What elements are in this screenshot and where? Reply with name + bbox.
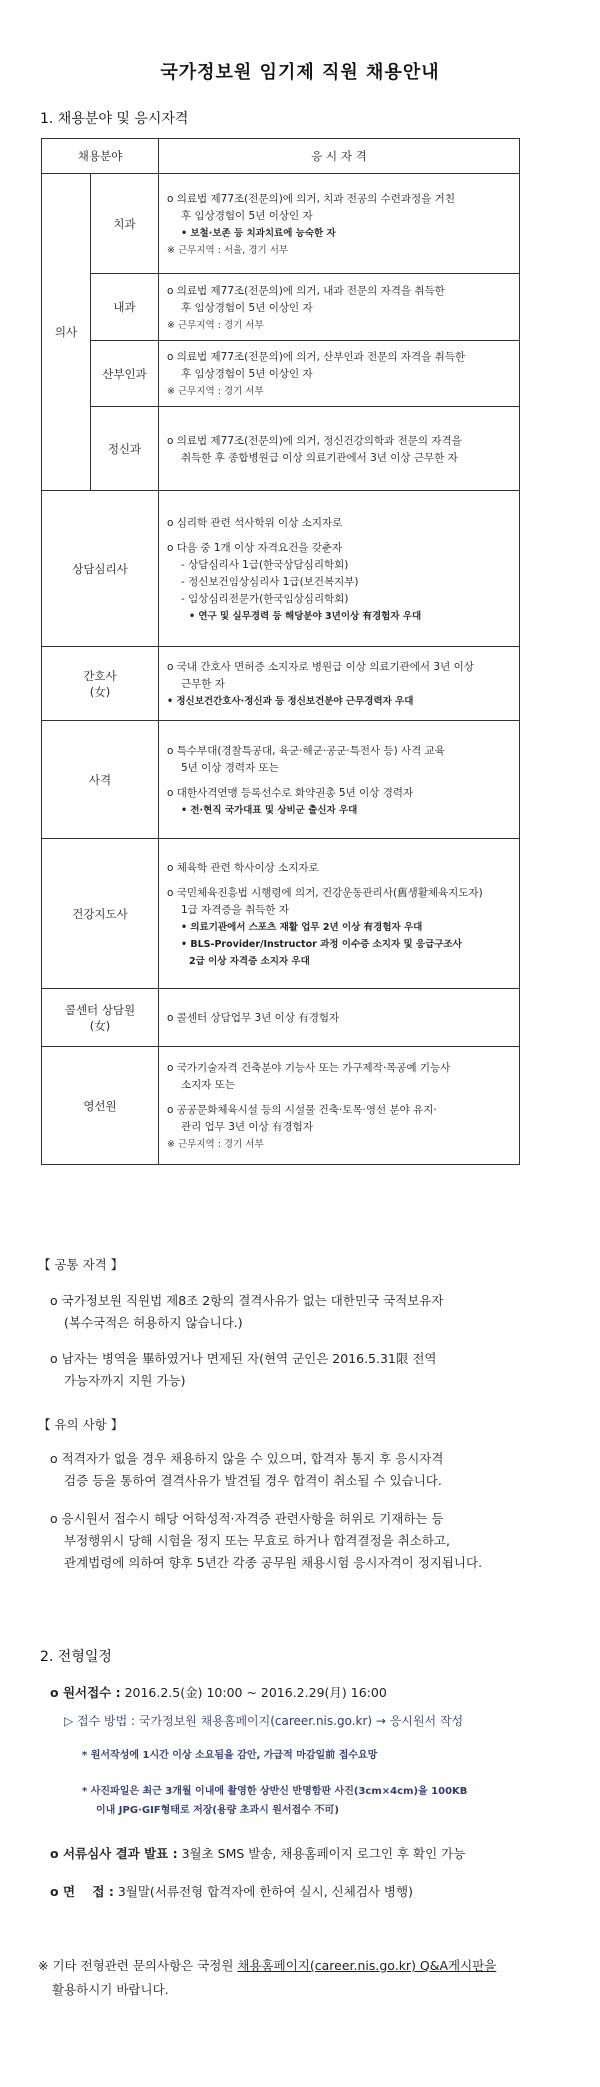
table-header-row bbox=[42, 139, 520, 174]
category-sublabel: (女) bbox=[89, 1018, 111, 1033]
text-line: o 대한사격연맹 등록선수로 화약권총 5년 이상 경력자 bbox=[167, 786, 414, 799]
text-line: o 공공문화체육시설 등의 시설물 건축·토목·영선 분야 유지· bbox=[167, 1104, 437, 1116]
preference-note: • 연구 및 실무경력 등 해당분야 3년이상 有경험자 우대 bbox=[189, 610, 422, 622]
text-line: 부정행위시 당해 시험을 정지 또는 무효로 하거나 합격결정을 취소하고, bbox=[64, 1533, 450, 1548]
table-row-dental bbox=[42, 174, 520, 274]
qual-counselor bbox=[159, 491, 520, 647]
text-line: 관리 업무 3년 이상 有경험자 bbox=[181, 1121, 313, 1133]
text-line: o 체육학 관련 학사이상 소지자로 bbox=[167, 861, 319, 874]
text-line: o 적격자가 없을 경우 채용하지 않을 수 있으며, 합격자 통지 후 응시자격 bbox=[50, 1451, 444, 1466]
notice-item-2 bbox=[50, 1508, 530, 1574]
document-label: o 서류심사 결과 발표 : bbox=[50, 1846, 178, 1861]
preference-note: 2급 이상 자격증 소지자 우대 bbox=[189, 955, 310, 967]
list-item: - 임상심리전문가(한국임상심리학회) bbox=[181, 592, 349, 605]
category-shooting: 사격 bbox=[42, 721, 159, 839]
qual-maintenance bbox=[159, 1047, 520, 1165]
text-line: 후 임상경험이 5년 이상인 자 bbox=[181, 301, 313, 314]
apply-method: ▷ 접수 방법 : 국가정보원 채용홈페이지(career.nis.go.kr) → 응시원서 작성 bbox=[64, 1714, 464, 1728]
footer-text: ※ 기타 전형관련 문의사항은 국정원 bbox=[38, 1958, 238, 1973]
text-line: o 남자는 병역을 畢하였거나 면제된 자(현역 군인은 2016.5.31限 전역 bbox=[50, 1351, 437, 1366]
work-region: ※ 근무지역 : 경기 서부 bbox=[167, 319, 264, 331]
text-line: o 국가정보원 직원법 제8조 2항의 결격사유가 없는 대한민국 국적보유자 bbox=[50, 1293, 444, 1308]
section2-heading: 2. 전형일정 bbox=[40, 1649, 112, 1665]
qual-callcenter bbox=[159, 989, 520, 1047]
qual-obgyn bbox=[159, 341, 520, 407]
text-line: 소지자 또는 bbox=[181, 1079, 236, 1091]
text-line: 5년 이상 경력자 또는 bbox=[181, 761, 279, 774]
apply-value: 2016.2.5(金) 10:00 ~ 2016.2.29(月) 16:00 bbox=[120, 1685, 387, 1700]
text-line: o 국내 간호사 면허증 소지자로 병원급 이상 의료기관에서 3년 이상 bbox=[167, 661, 474, 673]
interview bbox=[50, 1882, 413, 1900]
category-label: 간호사 bbox=[83, 668, 117, 683]
text-line: o 심리학 관련 석사학위 이상 소지자로 bbox=[167, 516, 343, 529]
page-title: 국가정보원 임기제 직원 채용안내 bbox=[160, 62, 440, 83]
notice-heading: 【 유의 사항 】 bbox=[38, 1417, 124, 1432]
text-line: o 국가기술자격 건축분야 기능사 또는 가구제작·목공예 기능사 bbox=[167, 1062, 451, 1074]
table-row-obgyn bbox=[42, 341, 520, 407]
category-fitness: 건강지도사 bbox=[42, 839, 159, 989]
table-row-psych bbox=[42, 407, 520, 491]
preference-note: • 전·현직 국가대표 및 상비군 출신자 우대 bbox=[181, 804, 358, 816]
table-row-maintenance bbox=[42, 1047, 520, 1165]
category-doctor: 의사 bbox=[42, 174, 91, 491]
common-heading: 【 공통 자격 】 bbox=[38, 1257, 124, 1272]
text-line: o 의료법 제77조(전문의)에 의거, 치과 전공의 수련과정을 거친 bbox=[167, 192, 455, 205]
document-result bbox=[50, 1844, 465, 1862]
text-line: o 의료법 제77조(전문의)에 의거, 내과 전문의 자격을 취득한 bbox=[167, 284, 445, 297]
header-field: 채용분야 bbox=[42, 139, 159, 174]
list-item: - 정신보건임상심리사 1급(보건복지부) bbox=[181, 575, 359, 588]
preference-note: • 보철·보존 등 치과치료에 능숙한 자 bbox=[181, 227, 336, 239]
text-line: * 사진파일은 최근 3개월 이내에 촬영한 상반신 반명함판 사진(3cm×4cm)을 100KB bbox=[82, 1786, 468, 1797]
category-sublabel: (女) bbox=[89, 684, 111, 699]
apply-note-2 bbox=[82, 1782, 522, 1820]
category-dental: 치과 bbox=[91, 174, 159, 274]
qual-nurse bbox=[159, 647, 520, 721]
list-item: - 상담심리사 1급(한국상담심리학회) bbox=[181, 558, 349, 571]
text-line: 후 임상경험이 5년 이상인 자 bbox=[181, 368, 313, 380]
document-value: 3월초 SMS 발송, 채용홈페이지 로그인 후 확인 가능 bbox=[177, 1846, 466, 1861]
section1-heading: 1. 채용분야 및 응시자격 bbox=[40, 111, 189, 127]
work-region: ※ 근무지역 : 서울, 경기 서부 bbox=[167, 244, 289, 256]
interview-label: o 면 접 : bbox=[50, 1884, 114, 1899]
footer-link[interactable]: 채용홈페이지(career.nis.go.kr) Q&A게시판을 bbox=[237, 1958, 497, 1973]
footer-line2: 활용하시기 바랍니다. bbox=[52, 1982, 169, 1997]
text-line: 후 임상경험이 5년 이상인 자 bbox=[181, 209, 313, 222]
text-line: 1급 자격증을 취득한 자 bbox=[181, 903, 289, 916]
work-region: ※ 근무지역 : 경기 서부 bbox=[167, 386, 264, 397]
text-line: 검증 등을 통하여 결격사유가 발견될 경우 합격이 취소될 수 있습니다. bbox=[64, 1473, 442, 1488]
text-line: 근무한 자 bbox=[181, 678, 225, 690]
apply-note-1: * 원서작성에 1시간 이상 소요됨을 감안, 가급적 마감일前 접수요망 bbox=[82, 1750, 378, 1761]
qual-shooting bbox=[159, 721, 520, 839]
category-maintenance: 영선원 bbox=[42, 1047, 159, 1165]
work-region: ※ 근무지역 : 경기 서부 bbox=[167, 1139, 264, 1150]
category-label: 콜센터 상담원 bbox=[64, 1002, 136, 1017]
text-line: o 특수부대(경찰특공대, 육군·해군·공군·특전사 등) 사격 교육 bbox=[167, 744, 445, 757]
header-qualification: 응 시 자 격 bbox=[159, 139, 520, 174]
text-line: o 다음 중 1개 이상 자격요건을 갖춘자 bbox=[167, 541, 343, 554]
text-line: o 의료법 제77조(전문의)에 의거, 정신건강의학과 전문의 자격을 bbox=[167, 434, 462, 447]
preference-note: • 정신보건간호사·정신과 등 정신보건분야 근무경력자 우대 bbox=[167, 696, 414, 707]
category-callcenter bbox=[42, 989, 159, 1047]
category-counselor: 상담심리사 bbox=[42, 491, 159, 647]
table-row-internal bbox=[42, 274, 520, 341]
apply-label: o 원서접수 : bbox=[50, 1685, 121, 1700]
apply-period bbox=[50, 1683, 387, 1701]
text-line: 이내 JPG·GIF형태로 저장(용량 초과시 원서접수 不可) bbox=[96, 1805, 339, 1816]
text-line: 가능자까지 지원 가능) bbox=[64, 1373, 186, 1388]
text-line: o 응시원서 접수시 해당 어학성적·자격증 관련사항을 허위로 기재하는 등 bbox=[50, 1511, 444, 1526]
table-row-fitness bbox=[42, 839, 520, 989]
text-line: o 국민체육진흥법 시행령에 의거, 건강운동관리사(舊생활체육지도자) bbox=[167, 886, 483, 899]
preference-note: • 의료기관에서 스포츠 재활 업무 2년 이상 有경험자 우대 bbox=[181, 921, 423, 933]
category-psych: 정신과 bbox=[91, 407, 159, 491]
qual-internal bbox=[159, 274, 520, 341]
text-line: 관계법령에 의하여 향후 5년간 각종 공무원 채용시험 응시자격이 정지됩니다. bbox=[64, 1555, 483, 1570]
category-internal: 내과 bbox=[91, 274, 159, 341]
table-row-callcenter bbox=[42, 989, 520, 1047]
text-line: o 콜센터 상담업무 3년 이상 有경험자 bbox=[167, 1012, 340, 1024]
table-row-nurse bbox=[42, 647, 520, 721]
common-item-2 bbox=[50, 1348, 530, 1392]
interview-value: 3월말(서류전형 합격자에 한하여 실시, 신체검사 병행) bbox=[113, 1884, 413, 1899]
notice-item-1 bbox=[50, 1448, 530, 1492]
category-obgyn: 산부인과 bbox=[91, 341, 159, 407]
text-line: (복수국적은 허용하지 않습니다.) bbox=[64, 1315, 243, 1330]
qual-fitness bbox=[159, 839, 520, 989]
text-line: 취득한 후 종합병원급 이상 의료기관에서 3년 이상 근무한 자 bbox=[181, 451, 458, 464]
requirements-table bbox=[41, 138, 520, 1165]
table-row-counselor bbox=[42, 491, 520, 647]
footer-note bbox=[38, 1954, 538, 2002]
text-line: o 의료법 제77조(전문의)에 의거, 산부인과 전문의 자격을 취득한 bbox=[167, 351, 466, 363]
common-item-1 bbox=[50, 1290, 530, 1334]
qual-psych bbox=[159, 407, 520, 491]
category-nurse bbox=[42, 647, 159, 721]
preference-note: • BLS-Provider/Instructor 과정 이수증 소지자 및 응급구조사 bbox=[181, 938, 462, 950]
qual-dental bbox=[159, 174, 520, 274]
table-row-shooting bbox=[42, 721, 520, 839]
